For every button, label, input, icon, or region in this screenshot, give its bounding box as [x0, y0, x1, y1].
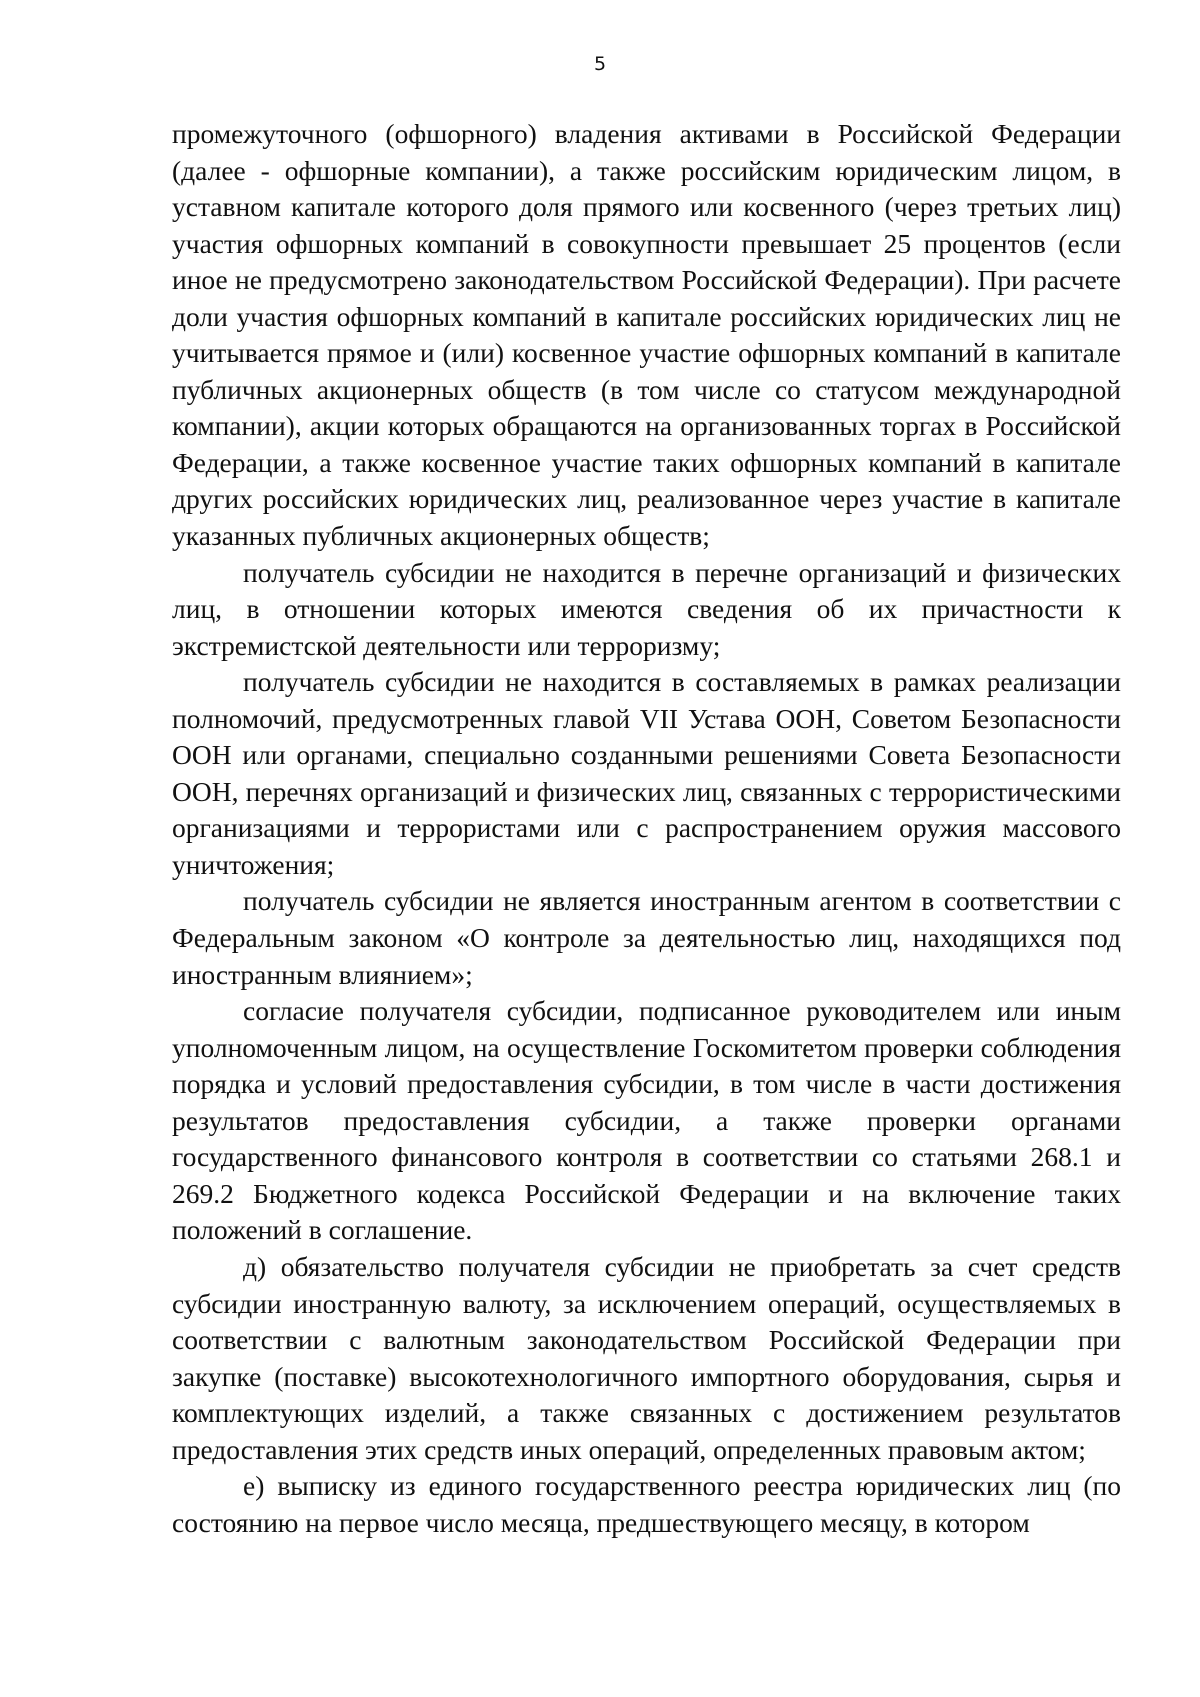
page-number: 5	[593, 53, 607, 75]
paragraph-consent-to-audit: согласие получателя субсидии, подписанное руководителем или иным уполномоченным лицом, на осуществление Госкомитетом проверки соблюдения порядка и условий предоставления субсидии, в том числе в части достижения результатов предоставления субсидии, а также проверки органами государственного финансового контроля в соответствии со статьями 268.1 и 269.2 Бюджетного кодекса Российской Федерации и на включение таких положений в соглашение.	[172, 995, 1121, 1246]
document-body	[172, 116, 1121, 1541]
paragraph-un-security-council-list: получатель субсидии не находится в составляемых в рамках реализации полномочий, предусмотренных главой VII Устава ООН, Советом Безопасности ООН или органами, специально созданными решениями Совета Безопасности ООН, перечнях организаций и физических лиц, связанных с террористическими организациями и террористами или с распространением оружия массового уничтожения;	[172, 666, 1121, 880]
paragraph-extremism-list: получатель субсидии не находится в перечне организаций и физических лиц, в отношении которых имеются сведения об их причастности к экстремистской деятельности или терроризму;	[172, 556, 1121, 661]
paragraph-item-e-registry-extract: е) выписку из единого государственного реестра юридических лиц (по состоянию на первое число месяца, предшествующего месяцу, в котором	[172, 1470, 1121, 1538]
paragraph-item-d-foreign-currency: д) обязательство получателя субсидии не приобретать за счет средств субсидии иностранную валюту, за исключением операций, осуществляемых в соответствии с валютным законодательством Российской Федерации при закупке (поставке) высокотехнологичного импортного оборудования, сырья и комплектующих изделий, а также связанных с достижением результатов предоставления этих средств иных операций, определенных правовым актом;	[172, 1250, 1121, 1465]
paragraph-foreign-agent: получатель субсидии не является иностранным агентом в соответствии с Федеральным законом «О контроле за деятельностью лиц, находящихся под иностранным влиянием»;	[172, 885, 1121, 990]
paragraph-offshore-companies: промежуточного (офшорного) владения активами в Российской Федерации (далее - офшорные компании), а также российским юридическим лицом, в уставном капитале которого доля прямого или косвенного (через третьих лиц) участия офшорных компаний в совокупности превышает 25 процентов (если иное не предусмотрено законодательством Российской Федерации). При расчете доли участия офшорных компаний в капитале российских юридических лиц не учитывается прямое и (или) косвенное участие офшорных компаний в капитале публичных акционерных обществ (в том числе со статусом международной компании), акции которых обращаются на организованных торгах в Российской Федерации, а также косвенное участие таких офшорных компаний в капитале других российских юридических лиц, реализованное через участие в капитале указанных публичных акционерных обществ;	[172, 118, 1121, 552]
